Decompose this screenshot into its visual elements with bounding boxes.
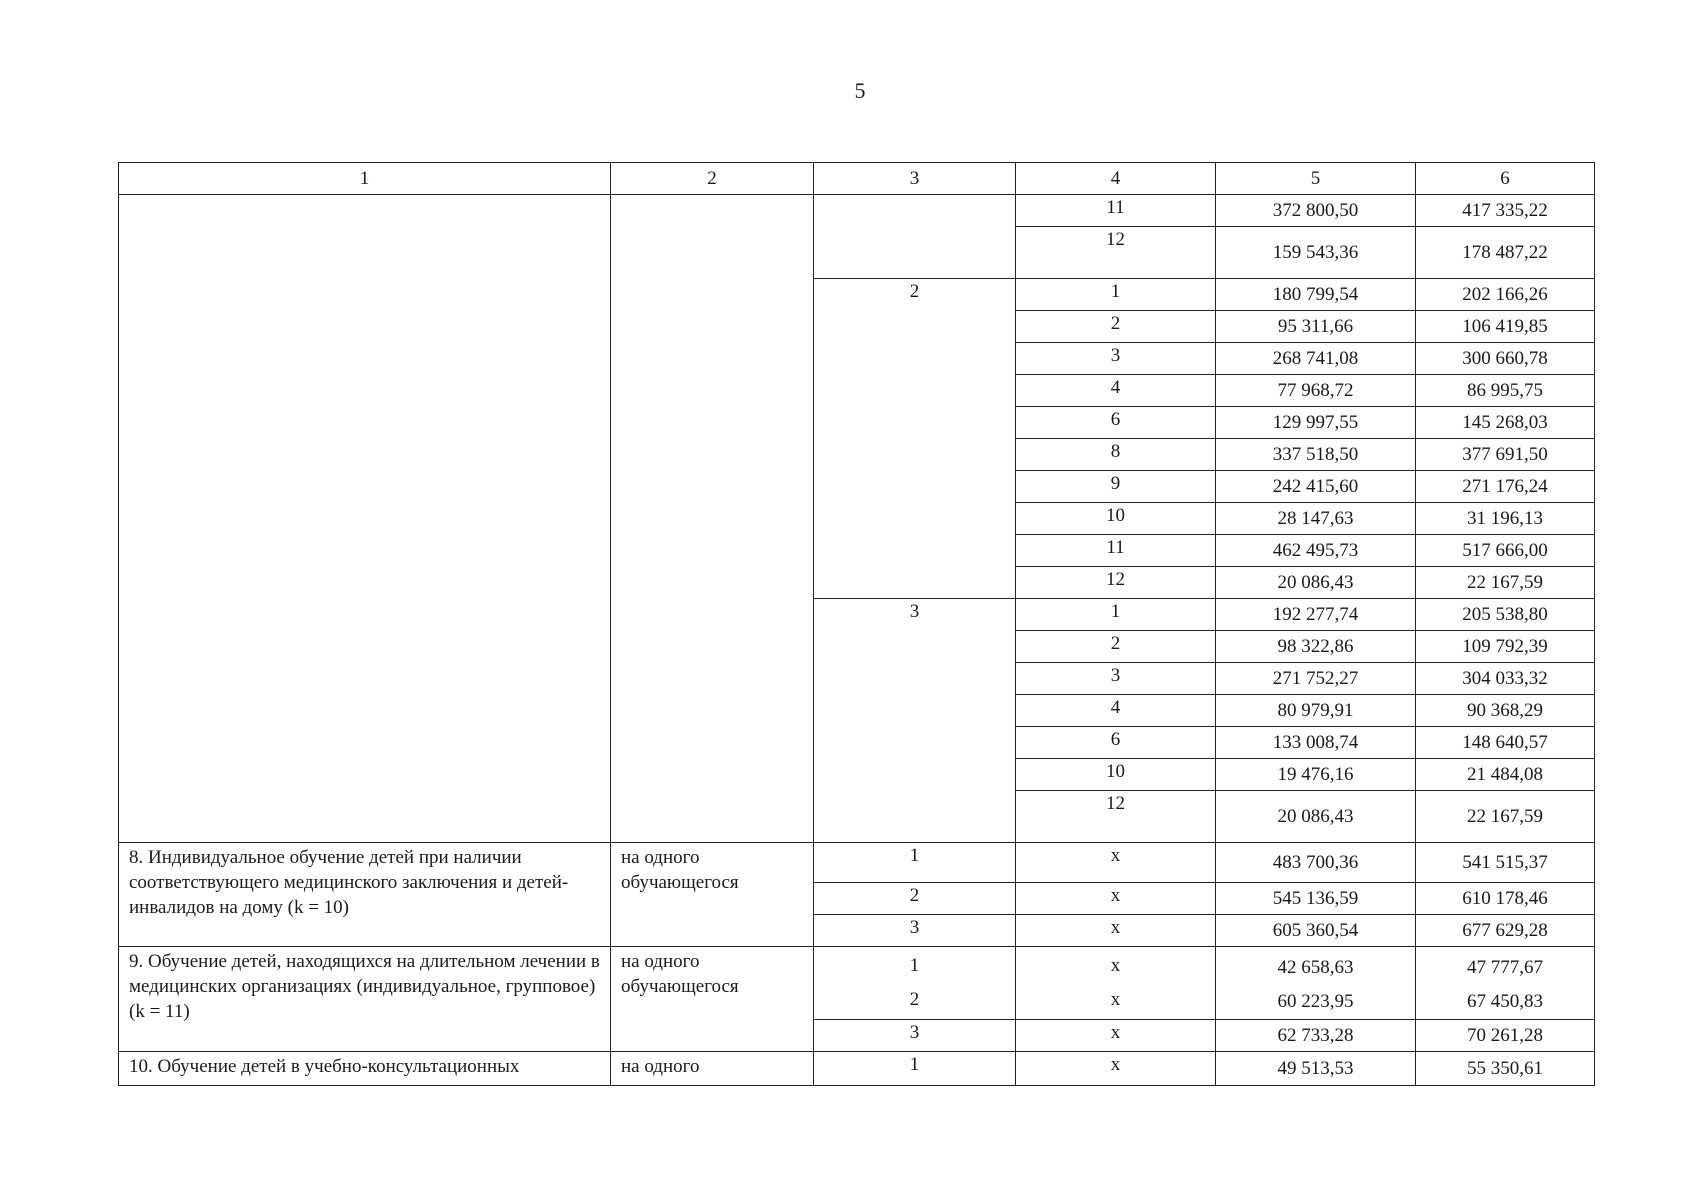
cell-col4: х bbox=[1016, 843, 1216, 883]
cell-col6: 109 792,39 bbox=[1416, 631, 1595, 663]
cell-col4: 6 bbox=[1016, 727, 1216, 759]
cell-col4: х bbox=[1016, 1020, 1216, 1052]
page-number: 5 bbox=[854, 78, 866, 103]
cell-col6: 21 484,08 bbox=[1416, 759, 1595, 791]
cell-col6: 517 666,00 bbox=[1416, 535, 1595, 567]
cell-col5: 80 979,91 bbox=[1216, 695, 1416, 727]
table-row bbox=[119, 1052, 1595, 1086]
cell-col6: 90 368,29 bbox=[1416, 695, 1595, 727]
cell-col4: 11 bbox=[1016, 195, 1216, 227]
cell-col6: 377 691,50 bbox=[1416, 439, 1595, 471]
cell-col4: 3 bbox=[1016, 663, 1216, 695]
cell-col6-line: 47 777,67 bbox=[1467, 957, 1543, 978]
cell-col4: 2 bbox=[1016, 631, 1216, 663]
cell-col3: 1 bbox=[814, 843, 1016, 883]
cell-col5: 28 147,63 bbox=[1216, 503, 1416, 535]
cell-col3-line: 1 bbox=[909, 955, 920, 976]
cell-col4: 8 bbox=[1016, 439, 1216, 471]
cell-col5: 483 700,36 bbox=[1216, 843, 1416, 883]
cell-col6: 610 178,46 bbox=[1416, 883, 1595, 915]
cell-col5: 20 086,43 bbox=[1216, 791, 1416, 843]
col-header-6: 6 bbox=[1416, 163, 1595, 195]
continued-unit-cell bbox=[611, 195, 814, 843]
table-row bbox=[119, 843, 1595, 883]
service-description-cell: 9. Обучение детей, находящихся на длительном лечении в медицинских организациях (индивидуальное, групповое) (k = 11) bbox=[119, 947, 611, 1052]
cell-col4: 2 bbox=[1016, 311, 1216, 343]
cell-col4: 1 bbox=[1016, 279, 1216, 311]
cell-col5: 192 277,74 bbox=[1216, 599, 1416, 631]
cell-col6: 300 660,78 bbox=[1416, 343, 1595, 375]
cell-col5: 372 800,50 bbox=[1216, 195, 1416, 227]
cell-col5: 19 476,16 bbox=[1216, 759, 1416, 791]
cell-col4-line: х bbox=[1110, 955, 1121, 976]
col-header-4: 4 bbox=[1016, 163, 1216, 195]
cell-col6: 677 629,28 bbox=[1416, 915, 1595, 947]
unit-cell: на одного обучающегося bbox=[611, 947, 814, 1052]
service-description-cell: 8. Индивидуальное обучение детей при наличии соответствующего медицинского заключения и детей-инвалидов на дому (k = 10) bbox=[119, 843, 611, 947]
tariff-table bbox=[118, 162, 1595, 1086]
service-description-cell: 10. Обучение детей в учебно-консультационных bbox=[119, 1052, 611, 1086]
cell-col5: 129 997,55 bbox=[1216, 407, 1416, 439]
cell-col4-line: х bbox=[1110, 989, 1121, 1010]
group-label-cell: 2 bbox=[814, 279, 1016, 599]
cell-col4: 1 bbox=[1016, 599, 1216, 631]
cell-col4: 11 bbox=[1016, 535, 1216, 567]
cell-col4: 12 bbox=[1016, 791, 1216, 843]
col-header-3: 3 bbox=[814, 163, 1016, 195]
cell-col4 bbox=[1016, 947, 1216, 1020]
cell-col6: 22 167,59 bbox=[1416, 567, 1595, 599]
cell-col6: 22 167,59 bbox=[1416, 791, 1595, 843]
cell-col6: 205 538,80 bbox=[1416, 599, 1595, 631]
cell-col5-line: 42 658,63 bbox=[1277, 957, 1354, 978]
cell-col4: 4 bbox=[1016, 695, 1216, 727]
table-row bbox=[119, 947, 1595, 1020]
cell-col6: 106 419,85 bbox=[1416, 311, 1595, 343]
cell-col6: 86 995,75 bbox=[1416, 375, 1595, 407]
cell-col5: 242 415,60 bbox=[1216, 471, 1416, 503]
cell-col5: 462 495,73 bbox=[1216, 535, 1416, 567]
cell-col5 bbox=[1216, 947, 1416, 1020]
cell-col5: 180 799,54 bbox=[1216, 279, 1416, 311]
cell-col4: 12 bbox=[1016, 567, 1216, 599]
cell-col3-line: 2 bbox=[909, 989, 920, 1010]
cell-col6: 304 033,32 bbox=[1416, 663, 1595, 695]
cell-col4: 4 bbox=[1016, 375, 1216, 407]
cell-col6: 55 350,61 bbox=[1416, 1052, 1595, 1086]
cell-col4: 9 bbox=[1016, 471, 1216, 503]
cell-col5: 95 311,66 bbox=[1216, 311, 1416, 343]
cell-col5: 62 733,28 bbox=[1216, 1020, 1416, 1052]
cell-col5: 98 322,86 bbox=[1216, 631, 1416, 663]
col-header-2: 2 bbox=[611, 163, 814, 195]
cell-col6: 271 176,24 bbox=[1416, 471, 1595, 503]
cell-col4: 10 bbox=[1016, 759, 1216, 791]
cell-col5: 337 518,50 bbox=[1216, 439, 1416, 471]
cell-col6: 417 335,22 bbox=[1416, 195, 1595, 227]
continued-description-cell bbox=[119, 195, 611, 843]
cell-col3: 1 bbox=[814, 1052, 1016, 1086]
cell-col3 bbox=[814, 947, 1016, 1020]
cell-col6 bbox=[1416, 947, 1595, 1020]
cell-col4: 10 bbox=[1016, 503, 1216, 535]
cell-col5-line: 60 223,95 bbox=[1277, 991, 1354, 1012]
cell-col5: 77 968,72 bbox=[1216, 375, 1416, 407]
cell-col5: 20 086,43 bbox=[1216, 567, 1416, 599]
cell-col4: 6 bbox=[1016, 407, 1216, 439]
cell-col3: 3 bbox=[814, 1020, 1016, 1052]
cell-col6: 70 261,28 bbox=[1416, 1020, 1595, 1052]
cell-col5: 271 752,27 bbox=[1216, 663, 1416, 695]
cell-col5: 49 513,53 bbox=[1216, 1052, 1416, 1086]
cell-col4: 12 bbox=[1016, 227, 1216, 279]
cell-col4: 3 bbox=[1016, 343, 1216, 375]
column-number-row bbox=[119, 163, 1595, 195]
cell-col5: 268 741,08 bbox=[1216, 343, 1416, 375]
cell-col6: 541 515,37 bbox=[1416, 843, 1595, 883]
cell-col6-line: 67 450,83 bbox=[1467, 991, 1543, 1012]
unit-cell: на одного обучающегося bbox=[611, 843, 814, 947]
cell-col6: 148 640,57 bbox=[1416, 727, 1595, 759]
cell-col4: х bbox=[1016, 915, 1216, 947]
group-label-cell: 3 bbox=[814, 599, 1016, 843]
cell-col3: 2 bbox=[814, 883, 1016, 915]
cell-col5: 545 136,59 bbox=[1216, 883, 1416, 915]
cell-col6: 178 487,22 bbox=[1416, 227, 1595, 279]
col-header-5: 5 bbox=[1216, 163, 1416, 195]
cell-col4: х bbox=[1016, 1052, 1216, 1086]
cell-col6: 31 196,13 bbox=[1416, 503, 1595, 535]
col-header-1: 1 bbox=[119, 163, 611, 195]
cell-col4: х bbox=[1016, 883, 1216, 915]
cell-col5: 133 008,74 bbox=[1216, 727, 1416, 759]
cell-col5: 605 360,54 bbox=[1216, 915, 1416, 947]
continued-group-cell bbox=[814, 195, 1016, 279]
cell-col6: 202 166,26 bbox=[1416, 279, 1595, 311]
cell-col3: 3 bbox=[814, 915, 1016, 947]
cell-col5: 159 543,36 bbox=[1216, 227, 1416, 279]
unit-cell: на одного bbox=[611, 1052, 814, 1086]
table-row bbox=[119, 195, 1595, 227]
cell-col6: 145 268,03 bbox=[1416, 407, 1595, 439]
